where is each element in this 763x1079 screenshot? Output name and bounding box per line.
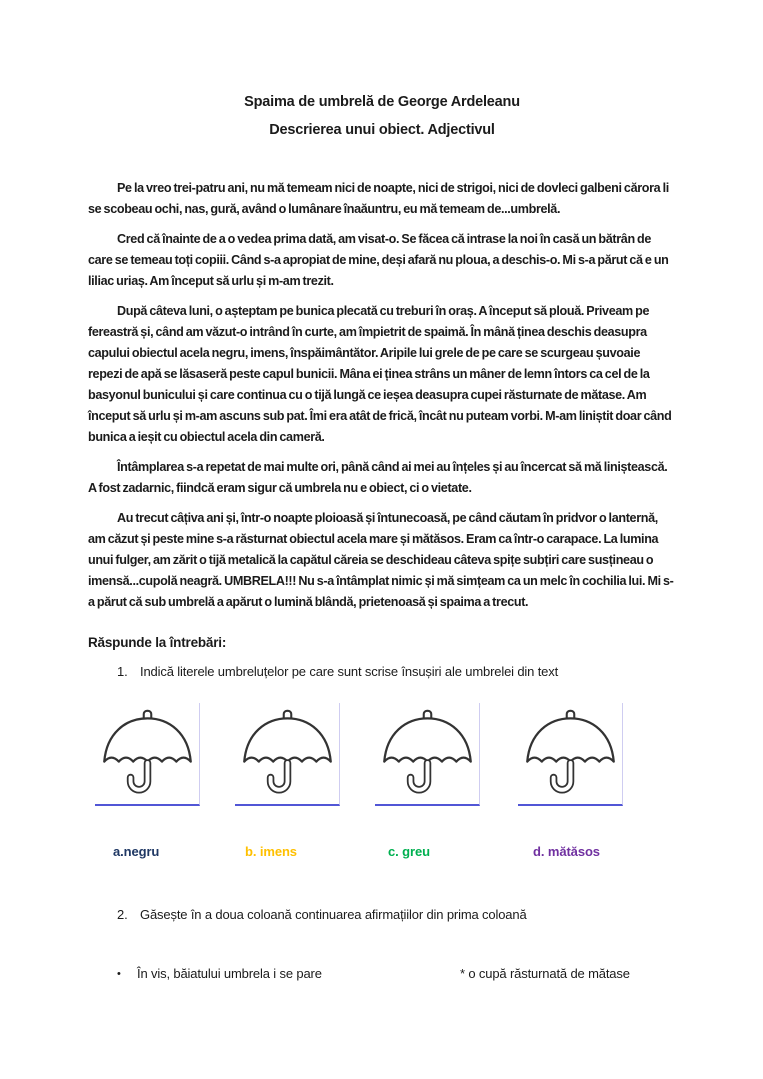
umbrella-label-b: b. imens (245, 844, 297, 859)
umbrella-image-box (375, 703, 480, 806)
story-paragraph-1: Pe la vreo trei-patru ani, nu mă temeam nici de noapte, nici de strigoi, nici de dovleci galbeni cărora li se scobeau ochi, nas, gură, având o lumânare înaăuntru, eu mă temeam de...umbrelă. (88, 181, 669, 216)
umbrella-label-d: d. mătăsos (533, 844, 600, 859)
question-2-text: Găsește în a doua coloană continuarea afirmațiilor din prima coloană (140, 907, 527, 922)
umbrella-label-c: c. greu (388, 844, 430, 859)
question-1 (88, 664, 676, 679)
questions-heading: Răspunde la întrebări: (88, 635, 227, 650)
umbrella-icon (521, 708, 620, 802)
story-paragraph-2: Cred că înainte de a o vedea prima dată, am visat-o. Se făcea că intrase la noi în casă un bătrân de care se temeau toți copiii. Când s-a apropiat de mine, deși afară nu ploua, a deschis-o. Mi s-a părut că e un liliac uriaș. Am început să urlu și m-am trezit. (88, 232, 669, 288)
umbrella-option-a (95, 703, 200, 859)
question-1-number: 1. (117, 664, 128, 679)
question-2 (88, 907, 676, 922)
question-2-number: 2. (117, 907, 128, 922)
umbrella-icon (238, 708, 337, 802)
umbrella-image-box (95, 703, 200, 806)
umbrella-option-c (375, 703, 480, 859)
umbrella-icon (378, 708, 477, 802)
matching-left-text: În vis, băiatului umbrela i se pare (137, 966, 322, 981)
umbrella-image-box (518, 703, 623, 806)
umbrella-option-d (518, 703, 623, 859)
bullet-icon: • (117, 968, 121, 980)
matching-row (88, 966, 676, 981)
page-subtitle: Descrierea unui obiect. Adjectivul (269, 122, 495, 138)
story-paragraph-5: Au trecut câțiva ani și, într-o noapte ploioasă și întunecoasă, pe când căutam în pridvor o lanternă, am căzut și peste mine s-a răsturnat obiectul acela mare și mătăsos. Eram ca într-o carapace. La lumina unui fulger, am zărit o tijă metalică la capătul căreia se deschideau câteva spițe subțiri care susțineau o imensă...cupolă neagră. UMBRELA!!! Nu s-a întâmplat nimic și mă simțeam ca un melc în cochilia lui. Mi s-a părut că sub umbrelă a apărut o lumină blândă, prietenoasă și spaima a trecut. (88, 511, 674, 609)
umbrella-label-a: a.negru (113, 844, 160, 859)
page-title: Spaima de umbrelă de George Ardeleanu (244, 94, 520, 110)
question-1-text: Indică literele umbreluțelor pe care sunt scrise însușiri ale umbrelei din text (140, 664, 559, 679)
umbrella-icon (98, 708, 197, 802)
story-paragraph-3: După câteva luni, o așteptam pe bunica plecată cu treburi în oraș. A început să plouă. Priveam pe fereastră și, când am văzut-o intrând în curte, am împietrit de spaimă. În mână ținea deschis deasupra capului obiectul acela negru, imens, înspăimântător. Aripile lui grele de pe care se scurgeau șuvoaie repezi de apă se lăsaseră peste capul bunicii. Mâna ei ținea strâns un mâner de lemn întors ca cel de la basyonul bunicului și care continua cu o tijă lungă ce ieșea deasupra cupei răsturnate de mătase. Am început să urlu și m-am ascuns sub pat. Îmi era atât de frică, încât nu puteam vorbi. M-am liniștit doar când bunica a ieșit cu obiectul acela din cameră. (88, 304, 672, 444)
story-paragraph-4: Întâmplarea s-a repetat de mai multe ori, până când ai mei au înțeles și au încercat să mă liniștească. A fost zadarnic, fiindcă eram sigur că umbrela nu e obiect, ci o vietate. (88, 460, 668, 495)
umbrella-options-row (95, 703, 676, 859)
umbrella-option-b (235, 703, 340, 859)
umbrella-image-box (235, 703, 340, 806)
matching-right-text: * o cupă răsturnată de mătase (460, 966, 630, 981)
